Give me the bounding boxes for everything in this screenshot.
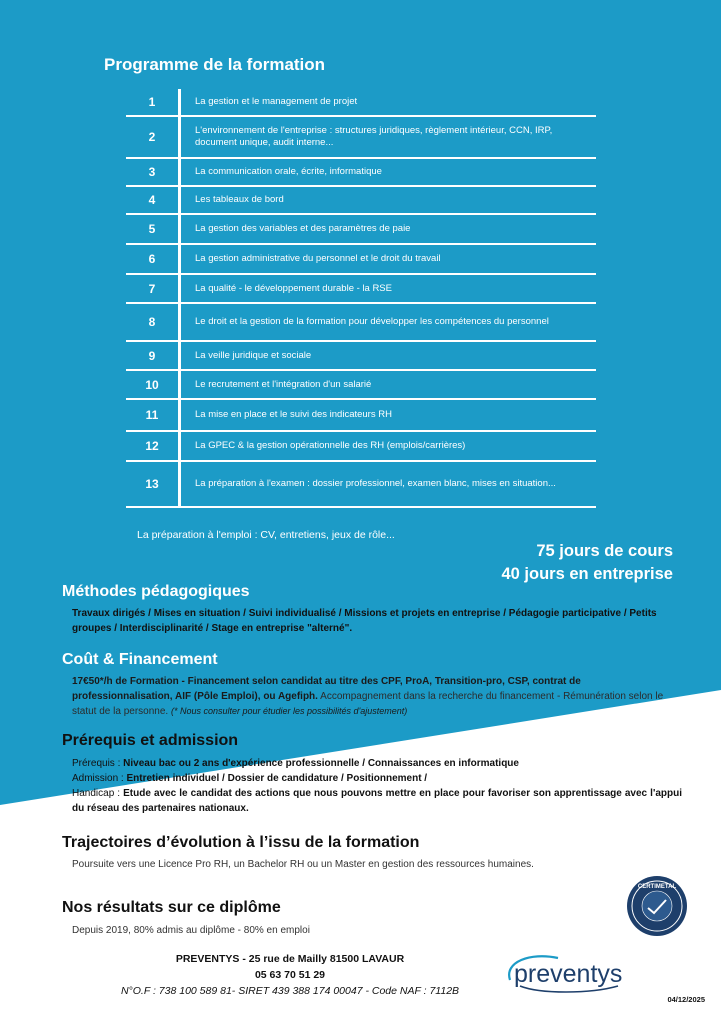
program-row-text: La GPEC & la gestion opérationnelle des RH (emplois/carrières) — [195, 440, 466, 451]
footer-phone: 05 63 70 51 29 — [254, 969, 326, 981]
program-row — [126, 245, 596, 275]
prerequis-value: Niveau bac ou 2 ans d'expérience professionnelle / Connaissances en informatique — [123, 758, 519, 769]
preparation-text: La préparation à l'emploi : CV, entretiens, jeux de rôle... — [137, 529, 395, 541]
program-row-number: 11 — [126, 400, 181, 430]
document-date: 04/12/2025 — [667, 995, 705, 1004]
admission-value: Entretien individuel / Dossier de candidature / Positionnement / — [126, 773, 428, 784]
methodes-title: Méthodes pédagogiques — [62, 583, 250, 600]
program-row-text: Le recrutement et l'intégration d'un salarié — [195, 378, 372, 390]
footer-block — [80, 951, 500, 999]
program-row-number: 10 — [126, 371, 181, 398]
program-row-text: La gestion administrative du personnel et le droit du travail — [195, 253, 441, 264]
days-course: 75 jours de cours — [536, 542, 673, 560]
program-row-number: 3 — [126, 159, 181, 185]
program-row-number: 2 — [126, 117, 181, 157]
resultats-text: Depuis 2019, 80% admis au diplôme - 80% en emploi — [72, 925, 310, 936]
program-row — [126, 89, 596, 117]
program-row-number: 7 — [126, 275, 181, 302]
certimetal-seal-icon — [626, 875, 688, 937]
cout-bold: 17€50*/h de Formation - Financement selon candidat au titre des CPF, ProA, Transition-pro, CSP, contrat de professionnalisation, AIF (Pôle Emploi), ou Agefiph. — [72, 676, 581, 702]
program-row-number: 1 — [126, 89, 181, 115]
program-list — [126, 89, 596, 508]
program-row-number: 8 — [126, 304, 181, 340]
handicap-label: Handicap : — [72, 788, 124, 799]
program-row-number: 5 — [126, 215, 181, 243]
trajectoires-text: Poursuite vers une Licence Pro RH, un Bachelor RH ou un Master en gestion des ressources humaines. — [72, 859, 534, 870]
cout-text — [72, 674, 682, 719]
program-row-text: La veille juridique et sociale — [195, 349, 312, 361]
program-row — [126, 342, 596, 371]
program-row — [126, 275, 596, 304]
program-row-number: 13 — [126, 462, 181, 506]
program-row — [126, 187, 596, 215]
program-row-text: L'environnement de l'entreprise : structures juridiques, règlement intérieur, CCN, IRP, document unique, audit interne... — [195, 125, 553, 148]
program-row-text: La préparation à l'examen : dossier professionnel, examen blanc, mises en situation... — [195, 478, 556, 489]
program-row-text: La gestion des variables et des paramètres de paie — [195, 223, 411, 234]
program-row — [126, 304, 596, 342]
admission-label: Admission : — [72, 773, 127, 784]
prerequis-line — [72, 756, 682, 771]
program-row — [126, 159, 596, 187]
program-row — [126, 462, 596, 508]
footer-legal: N°O.F : 738 100 589 81- SIRET 439 388 174 00047 - Code NAF : 7112B — [120, 985, 460, 997]
program-row — [126, 215, 596, 245]
program-row-number: 4 — [126, 187, 181, 213]
handicap-value: Etude avec le candidat des actions que nous pouvons mettre en place pour favoriser son apprentissage avec l'appui du réseau des partenaires nationaux. — [72, 788, 682, 814]
program-row-number: 9 — [126, 342, 181, 369]
program-row — [126, 371, 596, 400]
program-row — [126, 400, 596, 432]
program-title: Programme de la formation — [104, 55, 326, 74]
seal-text: CERTIMETAL — [637, 884, 677, 890]
footer-address: PREVENTYS - 25 rue de Mailly 81500 LAVAUR — [175, 953, 405, 965]
duration-summary — [502, 540, 674, 586]
methodes-text: Travaux dirigés / Mises en situation / Suivi individualisé / Missions et projets en entreprise / Pédagogie participative / Petits groupes / Interdisciplinarité / Stage en entreprise "alterné". — [72, 608, 657, 634]
program-row-text: Le droit et la gestion de la formation pour développer les compétences du personnel — [195, 316, 549, 327]
trajectoires-title: Trajectoires d’évolution à l’issu de la formation — [62, 834, 420, 851]
program-row — [126, 117, 596, 159]
resultats-title: Nos résultats sur ce diplôme — [62, 899, 281, 916]
cout-plain: Accompagnement dans la recherche du financement - Rémunération selon le statut de la personne. — [72, 691, 664, 717]
prerequis-block — [72, 756, 682, 816]
program-row-number: 12 — [126, 432, 181, 460]
program-row-text: La mise en place et le suivi des indicateurs RH — [195, 409, 392, 420]
days-company: 40 jours en entreprise — [501, 565, 673, 583]
logo-text: preventys — [514, 960, 623, 988]
program-row-text: Les tableaux de bord — [195, 194, 284, 205]
prerequis-title: Prérequis et admission — [62, 732, 239, 749]
preventys-logo — [500, 950, 630, 998]
program-row-text: La qualité - le développement durable - la RSE — [195, 282, 392, 294]
cout-title: Coût & Financement — [62, 651, 218, 668]
handicap-line — [72, 786, 682, 816]
program-row-text: La gestion et le management de projet — [195, 96, 358, 107]
program-row — [126, 432, 596, 462]
program-row-text: La communication orale, écrite, informatique — [195, 166, 382, 177]
prerequis-label: Prérequis : — [72, 758, 124, 769]
cout-note: (* Nous consulter pour étudier les possibilités d'ajustement) — [170, 706, 408, 716]
program-row-number: 6 — [126, 245, 181, 273]
admission-line — [72, 771, 682, 786]
